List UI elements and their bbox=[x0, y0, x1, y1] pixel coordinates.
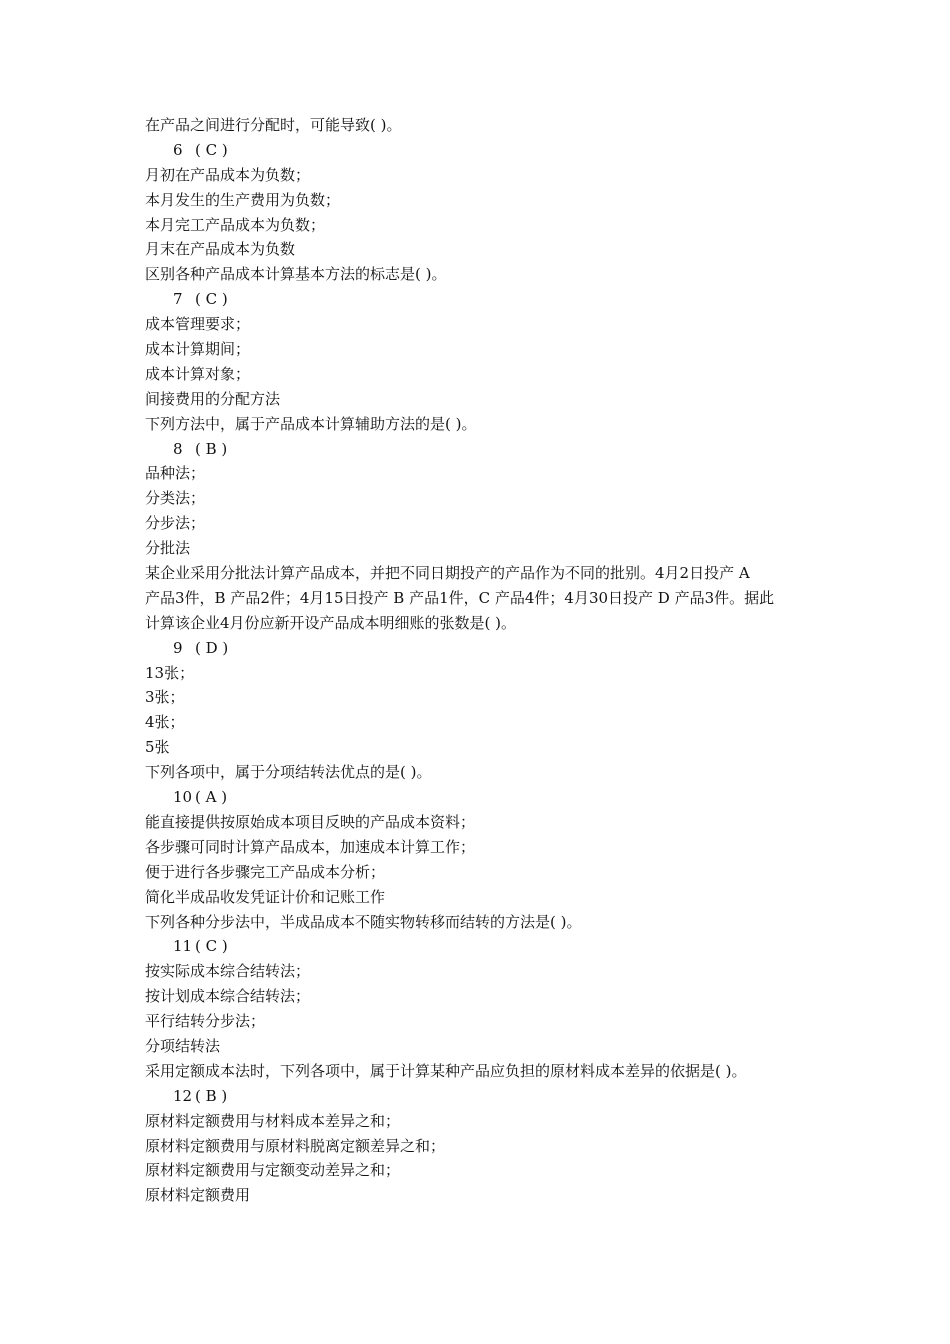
question-number: 11 bbox=[173, 937, 193, 956]
option-line: 各步骤可同时计算产品成本，加速成本计算工作； bbox=[145, 837, 476, 856]
option-line: 平行结转分步法； bbox=[145, 1012, 266, 1031]
option-line: 按实际成本综合结转法； bbox=[145, 962, 311, 981]
option-line: 能直接提供按原始成本项目反映的产品成本资料； bbox=[145, 812, 476, 831]
question-text: 区别各种产品成本计算基本方法的标志是( )。 bbox=[145, 265, 447, 284]
option-line: 13张； bbox=[145, 663, 195, 682]
answer-key: ( B ) bbox=[195, 1086, 228, 1105]
question-number: 12 bbox=[173, 1086, 193, 1105]
answer-line bbox=[145, 437, 825, 462]
option-line: 分类法； bbox=[145, 489, 206, 508]
answer-line bbox=[145, 287, 825, 312]
answer-key: ( C ) bbox=[195, 140, 228, 159]
option-line: 成本计算期间； bbox=[145, 340, 251, 359]
option-line: 品种法； bbox=[145, 464, 206, 483]
question-text: 计算该企业4月份应新开设产品成本明细账的张数是( )。 bbox=[145, 613, 517, 632]
option-line: 原材料定额费用与定额变动差异之和； bbox=[145, 1161, 401, 1180]
option-line: 4张； bbox=[145, 713, 185, 732]
option-line: 成本管理要求； bbox=[145, 315, 251, 334]
option-line: 3张； bbox=[145, 688, 185, 707]
question-text: 下列各项中，属于分项结转法优点的是( )。 bbox=[145, 763, 432, 782]
question-text: 下列各种分步法中，半成品成本不随实物转移而结转的方法是( )。 bbox=[145, 912, 582, 931]
option-line: 分项结转法 bbox=[145, 1036, 221, 1055]
option-line: 月初在产品成本为负数； bbox=[145, 165, 311, 184]
answer-key: ( D ) bbox=[195, 638, 229, 657]
option-line: 成本计算对象； bbox=[145, 364, 251, 383]
question-number: 8 bbox=[173, 439, 183, 458]
question-number: 10 bbox=[173, 788, 193, 807]
question-text: 某企业采用分批法计算产品成本，并把不同日期投产的产品作为不同的批别。4月2日投产 A bbox=[145, 564, 750, 583]
answer-key: ( B ) bbox=[195, 439, 228, 458]
question-text: 采用定额成本法时，下列各项中，属于计算某种产品应负担的原材料成本差异的依据是( )。 bbox=[145, 1061, 747, 1080]
option-line: 分批法 bbox=[145, 539, 191, 558]
document-body bbox=[145, 113, 825, 1208]
question-text: 下列方法中，属于产品成本计算辅助方法的是( )。 bbox=[145, 414, 477, 433]
question-text: 产品3件，B 产品2件；4月15日投产 B 产品1件，C 产品4件；4月30日投产 D 产品3件。据此 bbox=[145, 588, 775, 607]
answer-key: ( C ) bbox=[195, 937, 228, 956]
answer-line bbox=[145, 785, 825, 810]
answer-line bbox=[145, 1084, 825, 1109]
question-text: 在产品之间进行分配时，可能导致( )。 bbox=[145, 116, 402, 134]
question-number: 7 bbox=[173, 290, 183, 309]
answer-line bbox=[145, 934, 825, 959]
option-line: 原材料定额费用与材料成本差异之和； bbox=[145, 1111, 401, 1130]
option-line: 便于进行各步骤完工产品成本分析； bbox=[145, 862, 386, 881]
option-line: 简化半成品收发凭证计价和记账工作 bbox=[145, 887, 386, 906]
answer-key: ( C ) bbox=[195, 290, 228, 309]
option-line: 5张 bbox=[145, 738, 170, 757]
option-line: 间接费用的分配方法 bbox=[145, 389, 281, 408]
option-line: 本月完工产品成本为负数； bbox=[145, 215, 326, 234]
option-line: 分步法； bbox=[145, 514, 206, 533]
option-line: 原材料定额费用与原材料脱离定额差异之和； bbox=[145, 1136, 446, 1155]
answer-line bbox=[145, 138, 825, 163]
option-line: 月末在产品成本为负数 bbox=[145, 240, 296, 259]
option-line: 按计划成本综合结转法； bbox=[145, 987, 311, 1006]
answer-key: ( A ) bbox=[195, 788, 228, 807]
question-number: 9 bbox=[173, 638, 183, 657]
question-number: 6 bbox=[173, 140, 183, 159]
answer-line bbox=[145, 636, 825, 661]
option-line: 原材料定额费用 bbox=[145, 1186, 251, 1205]
option-line: 本月发生的生产费用为负数； bbox=[145, 190, 341, 209]
